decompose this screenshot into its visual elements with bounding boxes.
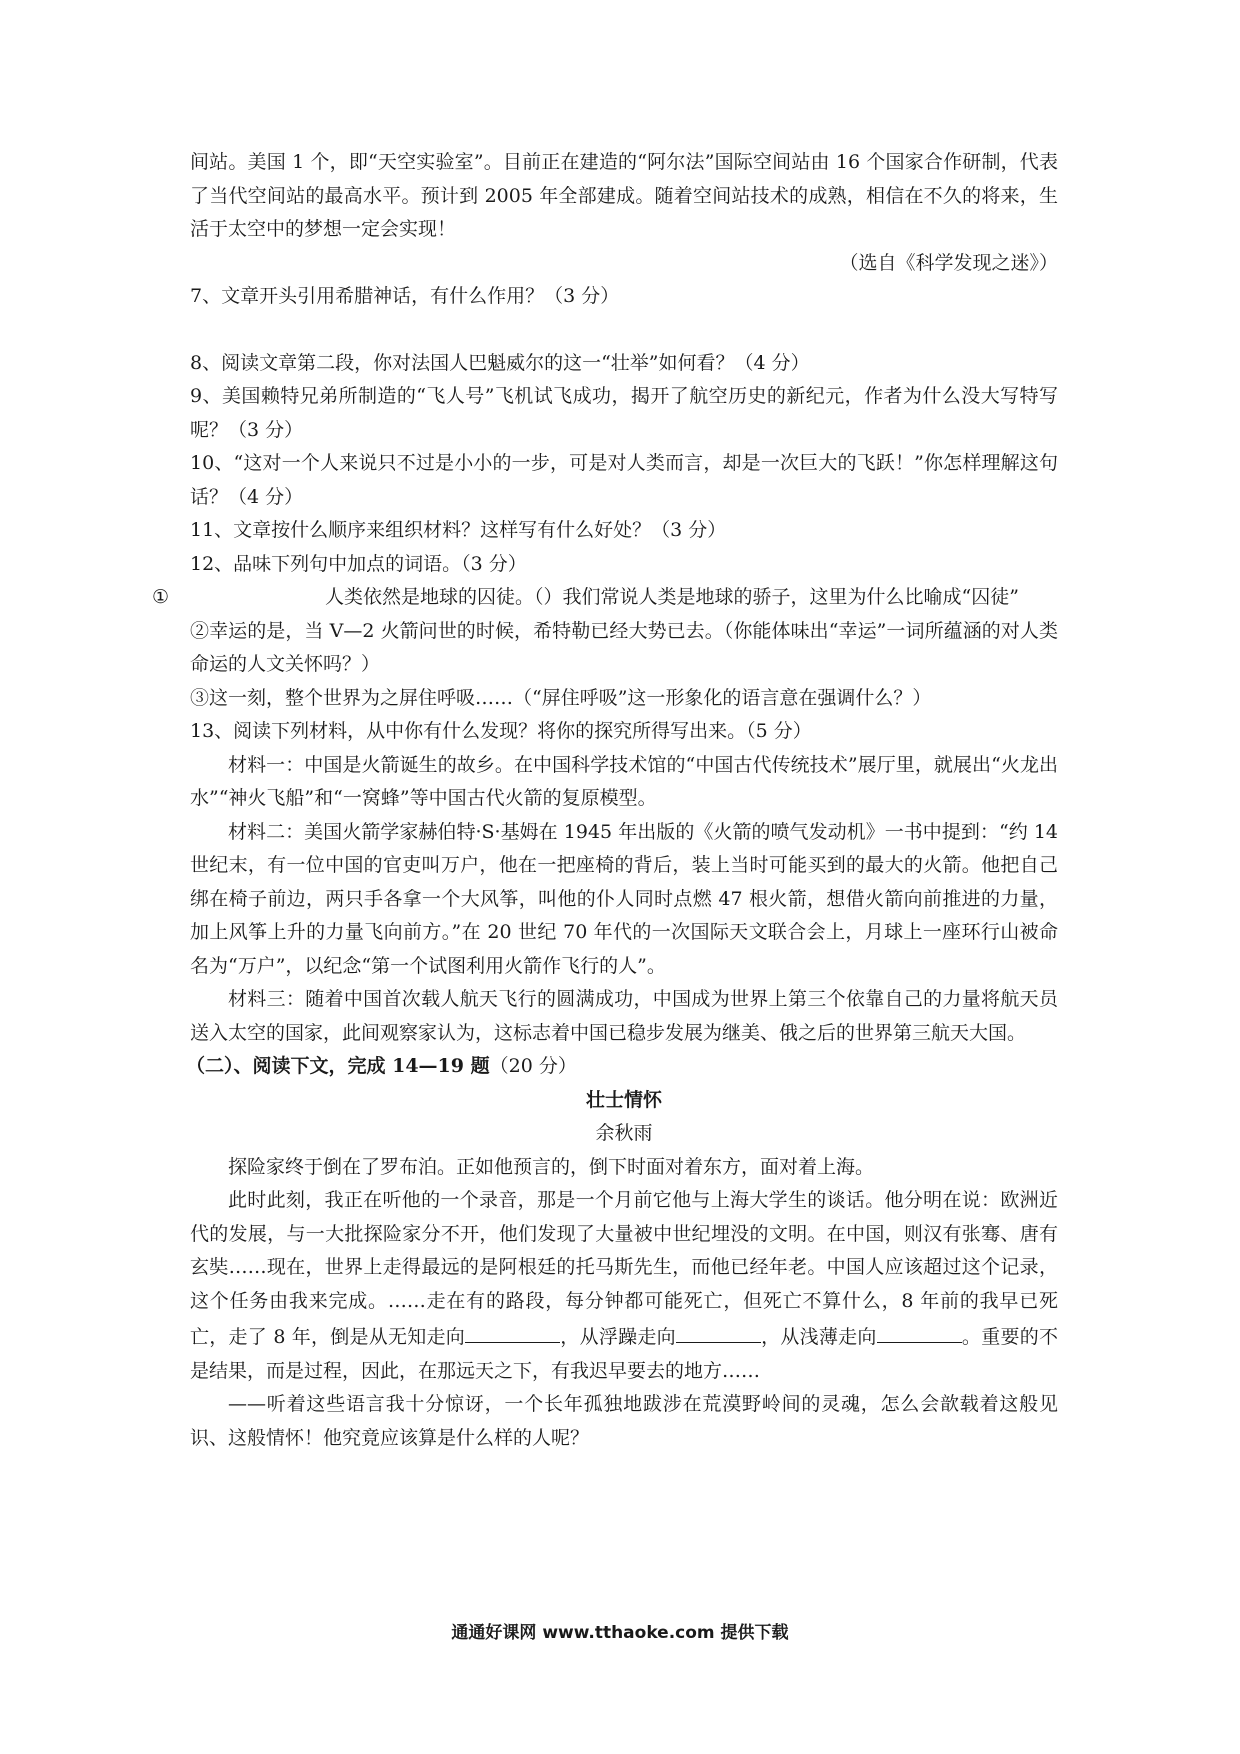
paragraph-text: ，从浮躁走向 bbox=[560, 1326, 676, 1348]
fill-blank-2[interactable] bbox=[676, 1318, 761, 1343]
paragraph-text: 。重要的不是结果，而是过程，因此，在那远天之下，有我迟早要去的地方…… bbox=[190, 1326, 1058, 1382]
document-page bbox=[152, 146, 1058, 1455]
question-8: 8、阅读文章第二段，你对法国人巴魁威尔的这一“壮举”如何看？（4 分） bbox=[190, 351, 810, 374]
article-paragraph-1: 探险家终于倒在了罗布泊。正如他预言的，倒下时面对着东方，面对着上海。 bbox=[228, 1155, 875, 1178]
question-7: 7、文章开头引用希腊神话，有什么作用？（3 分） bbox=[190, 285, 620, 307]
page-footer: 通通好课网 www.tthaoke.com 提供下载 bbox=[451, 1623, 789, 1643]
question-9: 9、美国赖特兄弟所制造的“飞人号”飞机试飞成功，揭开了航空历史的新纪元，作者为什么没大写特写呢？（3 分） bbox=[190, 385, 1058, 441]
question-10: 10、“这对一个人来说只不过是小小的一步，可是对人类而言，却是一次巨大的飞跃！”你怎样理解这句话？（4 分） bbox=[190, 452, 1058, 508]
article-author: 余秋雨 bbox=[595, 1122, 653, 1144]
question-12-item-3: ③这一刻，整个世界为之屏住呼吸……（“屏住呼吸”这一形象化的语言意在强调什么？） bbox=[190, 686, 932, 709]
material-2: 材料二：美国火箭学家赫伯特·S·基姆在 1945 年出版的《火箭的喷气发动机》一书中提到：“约 14 世纪末，有一位中国的官吏叫万户，他在一把座椅的背后，装上当时可能买到的最大的火箭。他把自己绑在椅子前边，两只手各拿一个大风筝，叫他的仆人同时点燃 47 根火箭，想借火箭向前推进的力量，加上风筝上升的力量飞向前方。”在 20 世纪 70 年代的一次国际天文联合会上，月球上一座环行山被命名为“万户”，以纪念“第一个试图利用火箭作飞行的人”。 bbox=[190, 820, 1058, 977]
fill-blank-3[interactable] bbox=[877, 1318, 962, 1343]
paragraph-text: 此时此刻，我正在听他的一个录音，那是一个月前它他与上海大学生的谈话。他分明在说：欧洲近代的发展，与一大批探险家分不开，他们发现了大量被中世纪埋没的文明。在中国，则汉有张骞、唐有玄奘……现在，世界上走得最远的是阿根廷的托马斯先生，而他已经年老。中国人应该超过这个记录，这个任务由我来完成。……走在有的路段，每分钟都可能死亡，但死亡不算什么，8 年前的我早已死亡，走了 8 年，倒是从无知走向 bbox=[190, 1189, 1058, 1348]
section-heading-text: （二）、阅读下文，完成 14—19 题 bbox=[186, 1055, 490, 1077]
item-text: 人类依然是地球的囚徒。（）我们常说人类是地球的骄子，这里为什么比喻成“囚徒” bbox=[325, 586, 1019, 608]
question-11: 11、文章按什么顺序来组织材料？这样写有什么好处？（3 分） bbox=[190, 519, 727, 541]
question-13: 13、阅读下列材料，从中你有什么发现？将你的探究所得写出来。（5 分） bbox=[190, 720, 812, 742]
question-12-item-1 bbox=[152, 581, 1058, 615]
section-heading-score: （20 分） bbox=[489, 1055, 577, 1077]
fill-blank-1[interactable] bbox=[465, 1318, 560, 1343]
passage-paragraph: 间站。美国 1 个，即“天空实验室”。目前正在建造的“阿尔法”国际空间站由 16 个国家合作研制，代表了当代空间站的最高水平。预计到 2005 年全部建成。随着空间站技术的成熟，相信在不久的将来，生活于太空中的梦想一定会实现！ bbox=[190, 151, 1058, 240]
material-1: 材料一：中国是火箭诞生的故乡。在中国科学技术馆的“中国古代传统技术”展厅里，就展出“火龙出水”“神火飞船”和“一窝蜂”等中国古代火箭的复原模型。 bbox=[190, 753, 1058, 809]
material-3: 材料三：随着中国首次载人航天飞行的圆满成功，中国成为世界上第三个依靠自己的力量将航天员送入太空的国家，此间观察家认为，这标志着中国已稳步发展为继美、俄之后的世界第三航天大国。 bbox=[190, 988, 1058, 1044]
article-paragraph-2 bbox=[190, 1184, 1058, 1388]
source-citation: （选自《科学发现之迷》） bbox=[839, 251, 1058, 274]
paragraph-text: ，从浅薄走向 bbox=[760, 1326, 877, 1348]
item-marker: ① bbox=[152, 586, 170, 608]
answer-space bbox=[190, 314, 1058, 347]
section-2-heading bbox=[186, 1050, 1058, 1084]
article-paragraph-3: ——听着这些语言我十分惊讶，一个长年孤独地跋涉在荒漠野岭间的灵魂，怎么会歆载着这般见识、这般情怀！他究竟应该算是什么样的人呢？ bbox=[190, 1393, 1058, 1449]
question-12: 12、品味下列句中加点的词语。（3 分） bbox=[190, 552, 527, 575]
question-12-item-2: ②幸运的是，当 V—2 火箭问世的时候，希特勒已经大势已去。（你能体味出“幸运”一词所蕴涵的对人类命运的人文关怀吗？） bbox=[190, 619, 1058, 675]
article-title: 壮士情怀 bbox=[585, 1088, 662, 1111]
